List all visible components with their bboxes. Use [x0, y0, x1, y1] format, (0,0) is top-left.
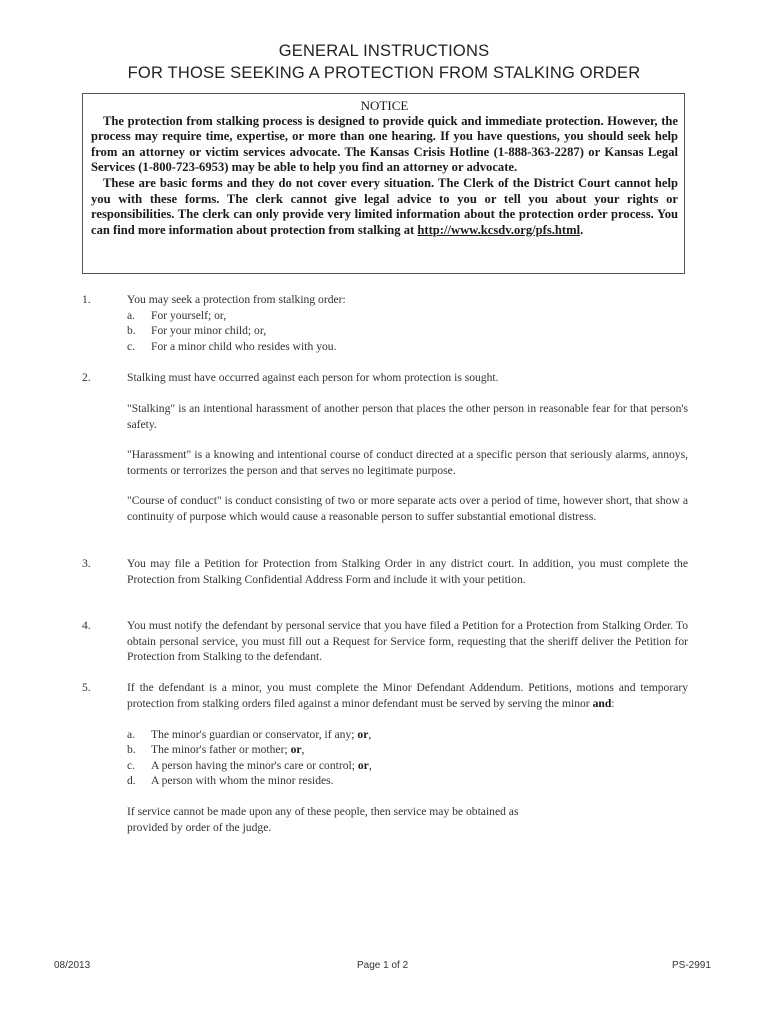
- item-3-number: 3.: [82, 557, 91, 570]
- item-5-sub-d: [127, 773, 334, 789]
- item-1-text: You may seek a protection from stalking order:: [127, 293, 346, 306]
- item-5-text-main: If the defendant is a minor, you must complete the Minor Defendant Addendum. Petitions, motions and temporary protection from stalking orders filed against a minor defendant must be served by serving the minor: [127, 681, 688, 710]
- sub-letter: c.: [127, 759, 136, 772]
- notice-paragraph-2: [91, 176, 678, 238]
- notice-paragraph-2-end: .: [580, 222, 584, 237]
- sub-or: or: [357, 728, 369, 741]
- stalking-definition: "Stalking" is an intentional harassment of another person that places the other person in reasonable fear for that person's safety.: [127, 402, 688, 431]
- sub-text: For a minor child who resides with you.: [151, 340, 337, 353]
- item-5-closing-line-2: provided by order of the judge.: [127, 821, 272, 834]
- sub-text: For your minor child; or,: [151, 324, 267, 337]
- notice-heading: NOTICE: [360, 98, 409, 113]
- item-2-number: 2.: [82, 371, 91, 384]
- notice-paragraph-2-text: These are basic forms and they do not cover every situation. The Clerk of the District Court cannot help you with these forms. The clerk cannot give legal advice to you or tell you about your rights or responsibilities. The clerk can only provide very limited information about the protection order process. You can find more information about protection from stalking at: [91, 175, 678, 237]
- item-5-sub-a: [127, 727, 371, 743]
- item-1-number: 1.: [82, 293, 91, 306]
- item-5-closing-line-1: If service cannot be made upon any of these people, then service may be obtained as: [127, 805, 519, 818]
- sub-letter: d.: [127, 774, 136, 787]
- item-1-sub-c: [127, 339, 336, 355]
- item-5-and: and: [592, 696, 612, 710]
- item-5-text: [127, 680, 688, 711]
- sub-letter: a.: [127, 309, 136, 322]
- sub-or: or: [357, 759, 369, 772]
- kcsdv-link[interactable]: http://www.kcsdv.org/pfs.html: [417, 222, 581, 237]
- sub-text: A person with whom the minor resides.: [151, 774, 334, 787]
- item-5-sub-b: [127, 742, 304, 758]
- sub-end: ,: [301, 743, 305, 756]
- sub-text: For yourself; or,: [151, 309, 227, 322]
- item-4-number: 4.: [82, 619, 91, 632]
- item-5-sub-c: [127, 758, 372, 774]
- item-4-text: You must notify the defendant by personal service that you have filed a Petition for a Protection from Stalking Order. To obtain personal service, you must fill out a Request for Service form, requesting that the sheriff deliver the Petition for Protection from Stalking to the defendant.: [127, 619, 688, 664]
- item-5-colon: :: [611, 696, 615, 710]
- sub-end: ,: [368, 728, 372, 741]
- sub-letter: b.: [127, 324, 136, 337]
- notice-paragraph-1: The protection from stalking process is designed to provide quick and immediate protection. However, the process may require time, expertise, or more than one hearing. If you have questions, you should seek help from an attorney or victim services advocate. The Kansas Crisis Hotline (1-888-363-2287) or Kansas Legal Services (1-800-723-6953) may be able to help you find an attorney or advocate.: [91, 113, 678, 175]
- document-title-line-1: GENERAL INSTRUCTIONS: [278, 42, 490, 60]
- item-2-text: Stalking must have occurred against each person for whom protection is sought.: [127, 371, 499, 384]
- sub-text: The minor's father or mother;: [151, 743, 288, 756]
- course-of-conduct-definition: "Course of conduct" is conduct consisting of two or more separate acts over a period of time, however short, that show a continuity of purpose which would cause a reasonable person to suffer substantial emotional distress.: [127, 494, 688, 523]
- item-1-sub-b: [127, 323, 266, 339]
- sub-letter: c.: [127, 340, 136, 353]
- sub-or: or: [290, 743, 302, 756]
- sub-text: A person having the minor's care or control;: [151, 759, 355, 772]
- document-title-line-2: FOR THOSE SEEKING A PROTECTION FROM STALKING ORDER: [127, 64, 641, 82]
- sub-letter: b.: [127, 743, 136, 756]
- sub-end: ,: [368, 759, 372, 772]
- footer-date: 08/2013: [54, 960, 91, 971]
- notice-box: [82, 93, 685, 274]
- sub-letter: a.: [127, 728, 136, 741]
- footer-form-number: PS-2991: [672, 960, 711, 971]
- item-5-number: 5.: [82, 681, 91, 694]
- harassment-definition: "Harassment" is a knowing and intentional course of conduct directed at a specific person that seriously alarms, annoys, torments or terrorizes the person and that serves no legitimate purpose.: [127, 448, 688, 477]
- footer-page-number: Page 1 of 2: [357, 960, 409, 971]
- item-3-text: You may file a Petition for Protection from Stalking Order in any district court. In addition, you must complete the Protection from Stalking Confidential Address Form and include it with your petition.: [127, 557, 688, 586]
- sub-text: The minor's guardian or conservator, if any;: [151, 728, 355, 741]
- item-1-sub-a: [127, 308, 226, 324]
